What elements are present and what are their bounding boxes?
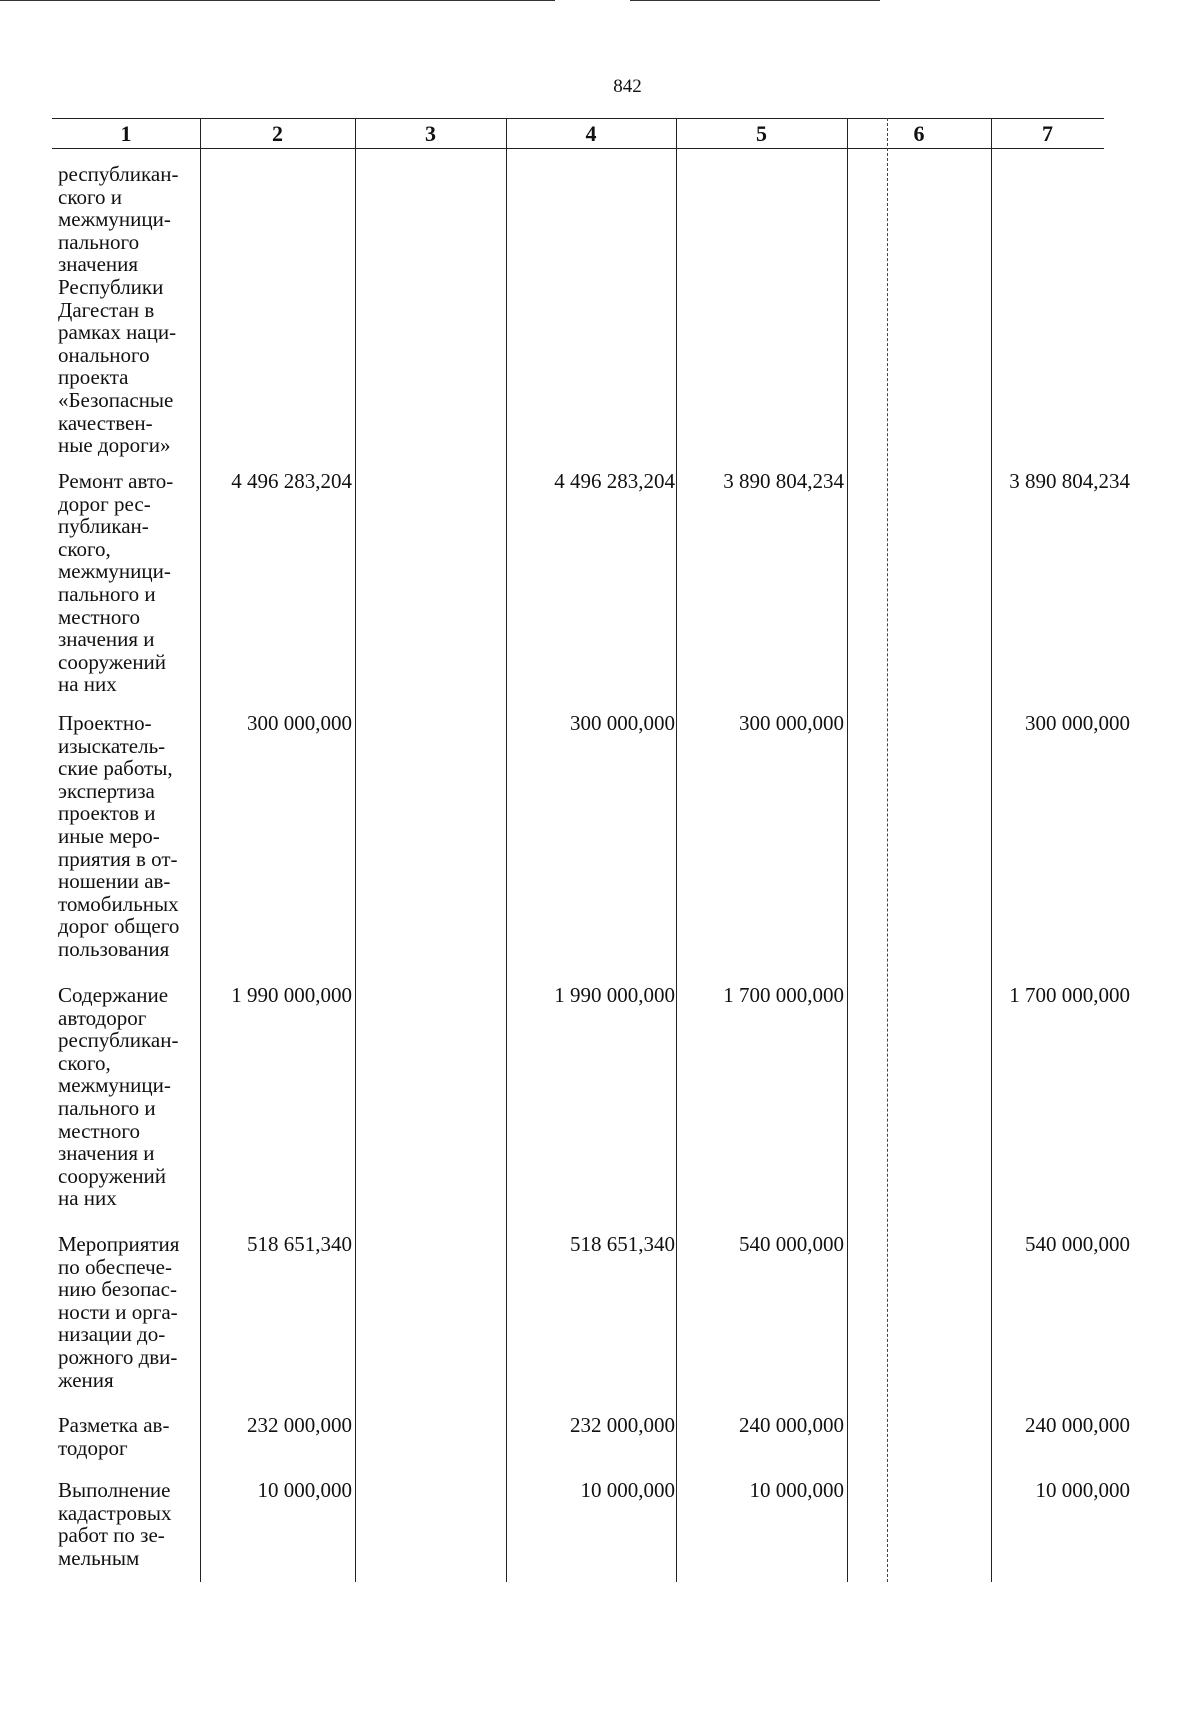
column-header-3: 3 — [425, 121, 436, 146]
column-header-2: 2 — [272, 121, 283, 146]
column-header-4: 4 — [585, 121, 597, 146]
cell-col7: 540 000,000 — [1025, 1232, 1130, 1256]
cell-col5: 540 000,000 — [739, 1232, 844, 1256]
scan-edge-line — [0, 0, 555, 1]
column-header-1: 1 — [120, 121, 132, 146]
cell-col5: 300 000,000 — [739, 711, 844, 735]
cell-col7: 240 000,000 — [1025, 1413, 1130, 1437]
row-name: Ремонт авто- дорог рес- публикан- ского, межмуници- пального и местного значения и сооружений на них — [58, 469, 174, 697]
row-name: Выполнение кадастровых работ по зе- мельным — [58, 1478, 172, 1570]
cell-col7: 1 700 000,000 — [1009, 983, 1130, 1007]
row-name: Содержание автодорог республикан- ского, межмуници- пального и местного значения и сооружений на них — [58, 983, 179, 1211]
column-divider — [887, 118, 888, 1582]
row-name: Разметка ав- тодорог — [58, 1413, 170, 1460]
cell-col4: 300 000,000 — [570, 711, 675, 735]
header-top-rule — [52, 118, 1104, 119]
column-header-7: 7 — [1042, 121, 1053, 146]
cell-col7: 300 000,000 — [1025, 711, 1130, 735]
row-name: Проектно- изыскатель- ские работы, экспертиза проектов и иные меро- приятия в от- ношении ав- томобильных дорог общего пользования — [58, 711, 180, 961]
cell-col2: 300 000,000 — [247, 711, 352, 735]
column-divider — [991, 118, 992, 1582]
cell-col2: 4 496 283,204 — [231, 469, 352, 493]
cell-col5: 10 000,000 — [749, 1478, 844, 1502]
cell-col2: 518 651,340 — [247, 1232, 352, 1256]
scan-edge-line — [630, 0, 880, 1]
column-header-5: 5 — [756, 121, 767, 146]
page-number: 842 — [613, 76, 642, 97]
column-divider — [676, 118, 677, 1582]
cell-col2: 232 000,000 — [247, 1413, 352, 1437]
row-name: республикан- ского и межмуници- пального значения Республики Дагестан в рамках наци- онального проекта «Безопасные качествен- ные дороги» — [58, 162, 179, 458]
cell-col7: 10 000,000 — [1035, 1478, 1130, 1502]
column-header-6: 6 — [913, 121, 925, 146]
cell-col4: 232 000,000 — [570, 1413, 675, 1437]
cell-col4: 4 496 283,204 — [554, 469, 675, 493]
cell-col5: 3 890 804,234 — [723, 469, 844, 493]
cell-col2: 1 990 000,000 — [231, 983, 352, 1007]
cell-col5: 240 000,000 — [739, 1413, 844, 1437]
cell-col7: 3 890 804,234 — [1009, 469, 1130, 493]
cell-col2: 10 000,000 — [257, 1478, 352, 1502]
cell-col4: 1 990 000,000 — [554, 983, 675, 1007]
cell-col4: 10 000,000 — [580, 1478, 675, 1502]
cell-col4: 518 651,340 — [570, 1232, 675, 1256]
column-divider — [506, 118, 507, 1582]
cell-col5: 1 700 000,000 — [723, 983, 844, 1007]
header-bottom-rule — [52, 148, 1104, 149]
row-name: Мероприятия по обеспече- нию безопас- ности и орга- низации до- рожного дви- жения — [58, 1232, 180, 1392]
column-divider — [847, 118, 848, 1582]
column-divider — [355, 118, 356, 1582]
